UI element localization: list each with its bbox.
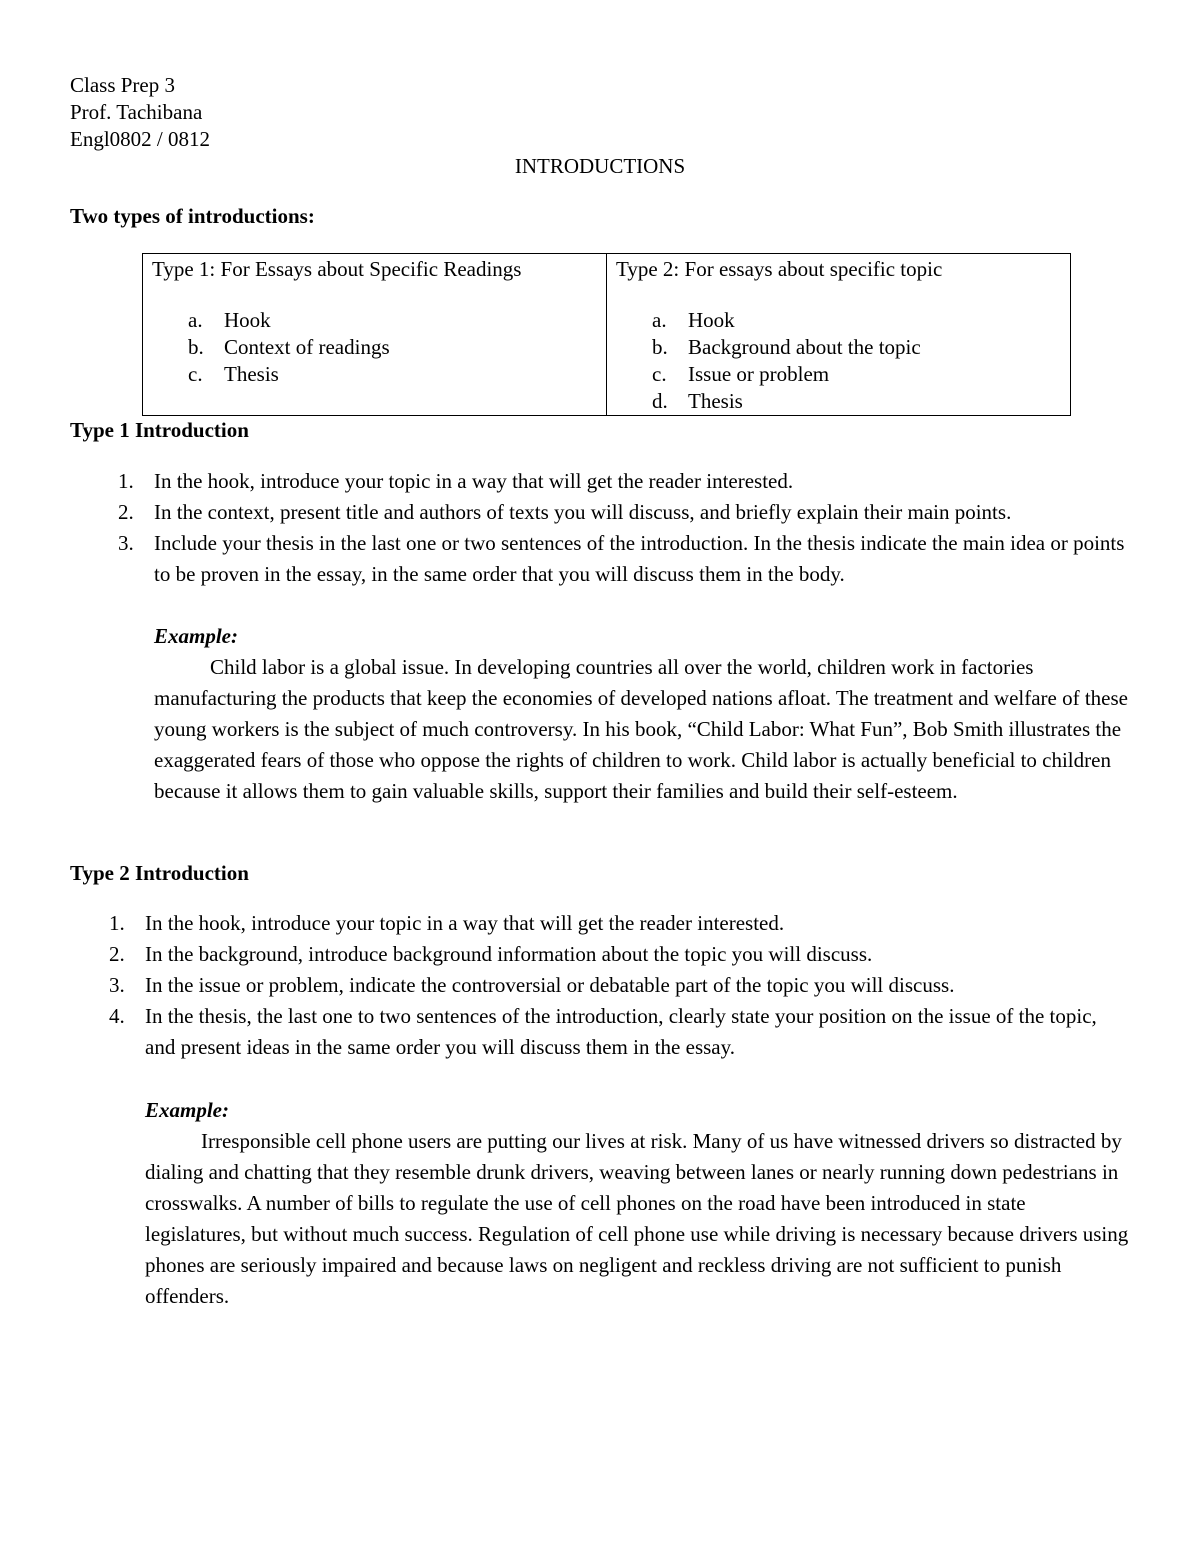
type1-title: Type 1: For Essays about Specific Readings — [152, 257, 522, 281]
type1-example-label: Example: — [154, 624, 238, 648]
list-item: a. Hook — [188, 308, 271, 332]
list-item: 3. In the issue or problem, indicate the controversial or debatable part of the topic you will discuss. — [109, 973, 955, 997]
list-item: a. Hook — [652, 308, 735, 332]
list-item: c. Thesis — [188, 362, 279, 386]
list-item: 2. In the context, present title and authors of texts you will discuss, and briefly explain their main points. — [118, 500, 1012, 524]
type2-example-paragraph: Irresponsible cell phone users are putting our lives at risk. Many of us have witnessed drivers so distracted by dialing and chatting that they resemble drunk drivers, weaving between lanes or nearly running down pedestrians in crosswalks. A number of bills to regulate the use of cell phones on the road have been introduced in state legislatures, but without much success. Regulation of cell phone use while driving is necessary because drivers using phones are seriously impaired and because laws on negligent and reckless driving are not sufficient to punish offenders. — [145, 1129, 1129, 1308]
class-prep-line: Class Prep 3 — [70, 73, 175, 97]
type2-list — [616, 307, 1061, 415]
type1-steps — [118, 466, 1128, 590]
type2-title: Type 2: For essays about specific topic — [616, 257, 943, 281]
type1-example-paragraph: Child labor is a global issue. In developing countries all over the world, children work in factories manufacturing the products that keep the economies of developed nations afloat. The treatment and welfare of these young workers is the subject of much controversy. In his book, “Child Labor: What Fun”, Bob Smith illustrates the exaggerated fears of those who oppose the rights of children to work. Child labor is actually beneficial to children because it allows them to gain valuable skills, support their families and build their self-esteem. — [154, 655, 1128, 803]
professor-line: Prof. Tachibana — [70, 100, 203, 124]
list-item: 1. In the hook, introduce your topic in a way that will get the reader interested. — [118, 469, 794, 493]
page-title: INTRODUCTIONS — [514, 154, 686, 178]
course-line: Engl0802 / 0812 — [70, 127, 210, 151]
type2-heading: Type 2 Introduction — [70, 861, 249, 885]
type1-heading: Type 1 Introduction — [70, 418, 249, 442]
list-item: 1. In the hook, introduce your topic in a way that will get the reader interested. — [109, 911, 785, 935]
type1-list — [152, 307, 597, 388]
types-table — [142, 253, 1071, 416]
list-item: b. Background about the topic — [652, 335, 921, 359]
list-item: 3. Include your thesis in the last one or two sentences of the introduction. In the thesis indicate the main idea or points to be proven in the essay, in the same order that you will discuss them in the body. — [118, 531, 1125, 586]
type1-cell — [143, 254, 607, 416]
list-item: d. Thesis — [652, 389, 743, 413]
list-item: 4. In the thesis, the last one to two sentences of the introduction, clearly state your position on the issue of the topic, and present ideas in the same order you will discuss them in the essay. — [109, 1004, 1097, 1059]
types-heading: Two types of introductions: — [70, 204, 315, 228]
list-item: 2. In the background, introduce background information about the topic you will discuss. — [109, 942, 873, 966]
list-item: b. Context of readings — [188, 335, 390, 359]
list-item: c. Issue or problem — [652, 362, 830, 386]
document-header — [70, 72, 210, 153]
type2-steps — [109, 908, 1128, 1063]
type2-example-label: Example: — [145, 1098, 229, 1122]
type2-cell — [607, 254, 1071, 416]
